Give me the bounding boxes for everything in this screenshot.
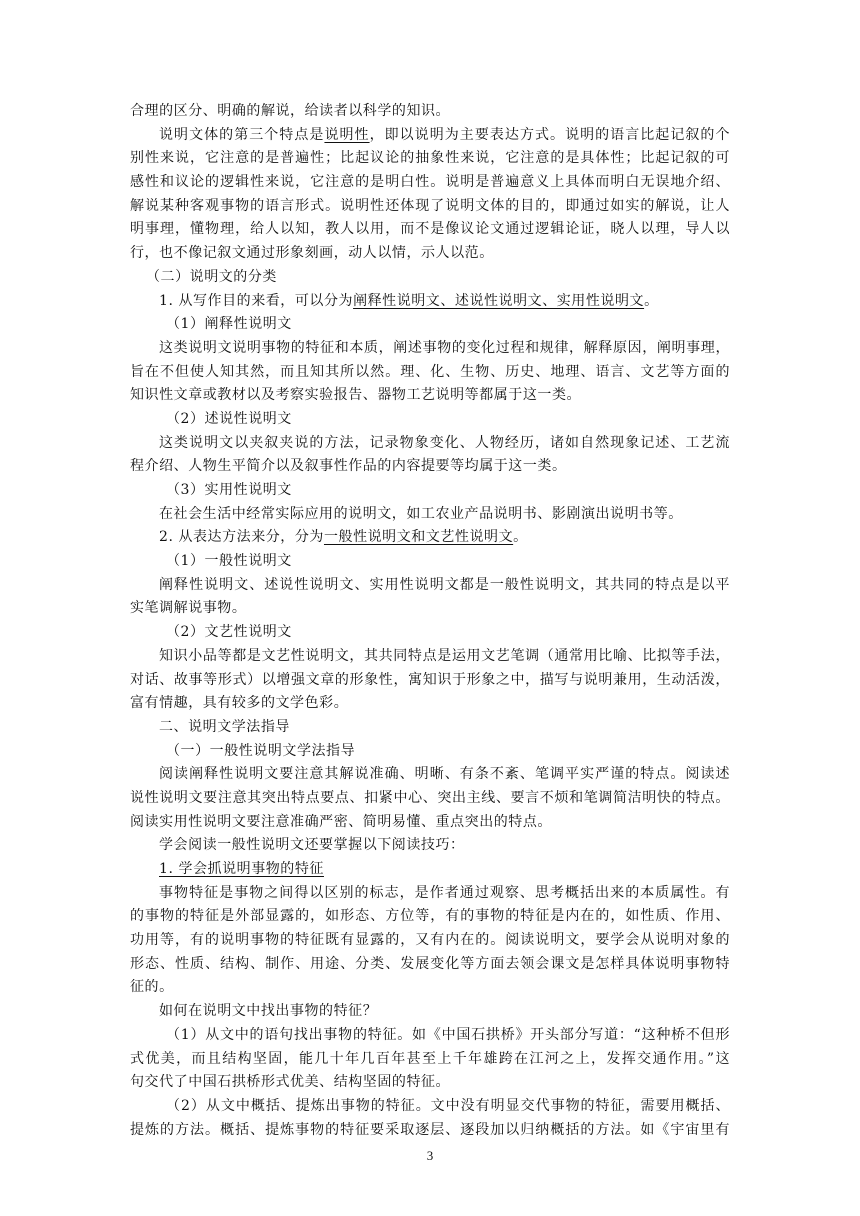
text-run: 程介绍、人物生平简介以及叙事性作品的内容提要等均属于这一类。 xyxy=(130,458,567,475)
text-line xyxy=(130,763,730,787)
text-line xyxy=(130,384,730,408)
text-line xyxy=(130,1071,730,1095)
text-run: 实笔调解说事物。 xyxy=(130,600,247,617)
text-line xyxy=(130,195,730,219)
text-run: 。 xyxy=(513,529,528,546)
underlined-text: 阐释性说明文、述说性说明文、实用性说明文 xyxy=(353,292,645,309)
text-run: 功用等，有的说明事物的特征既有显露的，又有内在的。阅读说明文，要学会从说明对象的 xyxy=(130,932,730,949)
text-line xyxy=(130,1119,730,1143)
text-run: （1）阐释性说明文 xyxy=(166,316,292,333)
text-run: 明事理，懂物理，给人以知，教人以用，而不是像议论文通过逻辑论证，晓人以理，导人以 xyxy=(130,221,730,238)
text-run: （2）述说性说明文 xyxy=(166,410,292,427)
document-body xyxy=(130,100,730,1142)
text-run: 对话、故事等形式）以增强文章的形象性，寓知识于形象之中，描写与说明兼用，生动活泼， xyxy=(130,671,730,688)
text-run: 说性说明文要注意其突出特点要点、扣紧中心、突出主线、要言不烦和笔调简洁明快的特点。 xyxy=(130,789,730,806)
text-line xyxy=(130,526,730,550)
text-line xyxy=(130,716,730,740)
text-run: 这类说明文以夹叙夹说的方法，记录物象变化、人物经历，诸如自然现象记述、工艺流 xyxy=(159,434,730,451)
text-run: 如何在说明文中找出事物的特征？ xyxy=(159,1003,378,1020)
text-run: 富有情趣，具有较多的文学色彩。 xyxy=(130,695,349,712)
text-line xyxy=(130,621,730,645)
text-run: （二）说明文的分类 xyxy=(146,268,277,285)
text-line xyxy=(130,100,730,124)
text-run: （2）文艺性说明文 xyxy=(166,624,292,641)
text-run: 学会阅读一般性说明文还要掌握以下阅读技巧： xyxy=(159,837,465,854)
text-line xyxy=(130,1000,730,1024)
text-line xyxy=(130,645,730,669)
text-run: 说明文体的第三个特点是 xyxy=(159,126,325,143)
text-line xyxy=(130,479,730,503)
text-line xyxy=(130,905,730,929)
text-run: ，即以说明为主要表达方式。说明的语言比起记叙的个 xyxy=(369,126,730,143)
text-run: （1）从文中的语句找出事物的特征。如《中国石拱桥》开头部分写道：“这种桥不但形 xyxy=(166,1026,730,1043)
text-run: 行，也不像记叙文通过形象刻画，动人以情，示人以范。 xyxy=(130,245,494,262)
text-line xyxy=(130,242,730,266)
text-run: 提炼的方法。概括、提炼事物的特征要采取逐层、逐段加以归纳概括的方法。如《宇宙里有 xyxy=(130,1121,730,1138)
text-line xyxy=(130,124,730,148)
text-run: 合理的区分、明确的解说，给读者以科学的知识。 xyxy=(130,103,451,119)
text-run: （一）一般性说明文学法指导 xyxy=(166,742,356,759)
text-run: 感性和议论的逻辑性来说，它注意的是明白性。说明是普遍意义上具体而明白无误地介绍、 xyxy=(130,174,730,191)
text-line xyxy=(130,218,730,242)
text-run: 在社会生活中经常实际应用的说明文，如工农业产品说明书、影剧演出说明书等。 xyxy=(159,505,683,522)
text-run: 这类说明文说明事物的特征和本质，阐述事物的变化过程和规律，解释原因，阐明事理， xyxy=(159,339,730,356)
text-line xyxy=(130,147,730,171)
text-run: 知识小品等都是文艺性说明文，其共同特点是运用文艺笔调（通常用比喻、比拟等手法， xyxy=(159,647,730,664)
text-run: 的事物的特征是外部显露的，如形态、方位等，有的事物的特征是内在的，如性质、作用、 xyxy=(130,908,730,925)
text-line xyxy=(130,1048,730,1072)
text-run: 旨在不但使人知其然，而且知其所以然。理、化、生物、历史、地理、语言、文艺等方面的 xyxy=(130,363,730,380)
text-run: 事物特征是事物之间得以区别的标志，是作者通过观察、思考概括出来的本质属性。有 xyxy=(159,884,730,901)
underlined-text: 说明性 xyxy=(324,126,370,143)
text-run: （3）实用性说明文 xyxy=(166,482,292,498)
text-run: （2）从文中概括、提炼出事物的特征。文中没有明显交代事物的特征，需要用概括、 xyxy=(166,1097,730,1114)
text-line xyxy=(130,290,730,314)
text-run: 阐释性说明文、述说性说明文、实用性说明文都是一般性说明文，其共同的特点是以平 xyxy=(159,576,730,593)
text-run: 二、说明文学法指导 xyxy=(159,718,290,735)
text-line xyxy=(130,1024,730,1048)
text-run: 2. 从表达方法来分，分为 xyxy=(159,529,324,546)
text-run: 知识性文章或教材以及考察实验报告、器物工艺说明等都属于这一类。 xyxy=(130,387,582,404)
text-run: 阅读阐释性说明文要注意其解说准确、明晰、有条不紊、笔调平实严谨的特点。阅读述 xyxy=(159,766,730,783)
text-line xyxy=(130,266,730,290)
page-number: 3 xyxy=(426,1148,434,1163)
text-run: 别性来说，它注意的是普遍性；比起议论的抽象性来说，它注意的是具体性；比起记叙的可 xyxy=(130,150,730,167)
underlined-text: 1. 学会抓说明事物的特征 xyxy=(159,861,324,877)
text-line xyxy=(130,740,730,764)
text-line xyxy=(130,503,730,527)
text-run: 解说某种客观事物的语言形式。说明性还体现了说明文体的目的，即通过如实的解说，让人 xyxy=(130,197,730,214)
text-line xyxy=(130,408,730,432)
text-line xyxy=(130,811,730,835)
text-line xyxy=(130,171,730,195)
text-line xyxy=(130,432,730,456)
text-line xyxy=(130,455,730,479)
text-run: 形态、性质、结构、制作、用途、分类、发展变化等方面去领会课文是怎样具体说明事物特 xyxy=(130,955,730,972)
text-run: 。 xyxy=(644,292,659,309)
text-run: 1. 从写作目的来看，可以分为 xyxy=(159,292,354,309)
text-line xyxy=(130,550,730,574)
text-run: （1）一般性说明文 xyxy=(166,553,292,570)
text-line xyxy=(130,1095,730,1119)
text-line xyxy=(130,858,730,882)
text-line xyxy=(130,953,730,977)
text-line xyxy=(130,669,730,693)
text-line xyxy=(130,787,730,811)
text-run: 阅读实用性说明文要注意准确严密、简明易懂、重点突出的特点。 xyxy=(130,813,552,830)
underlined-text: 一般性说明文和文艺性说明文 xyxy=(323,529,514,546)
text-run: 式优美，而且结构坚固，能几十年几百年甚至上千年雄跨在江河之上，发挥交通作用。”这 xyxy=(130,1050,730,1067)
text-line xyxy=(130,361,730,385)
text-line xyxy=(130,834,730,858)
text-line xyxy=(130,692,730,716)
text-line xyxy=(130,882,730,906)
text-run: 句交代了中国石拱桥形式优美、结构坚固的特征。 xyxy=(130,1074,451,1091)
text-line xyxy=(130,313,730,337)
text-line xyxy=(130,337,730,361)
text-line xyxy=(130,929,730,953)
text-line xyxy=(130,574,730,598)
text-line xyxy=(130,976,730,1000)
text-line xyxy=(130,597,730,621)
text-run: 征的。 xyxy=(130,979,174,996)
